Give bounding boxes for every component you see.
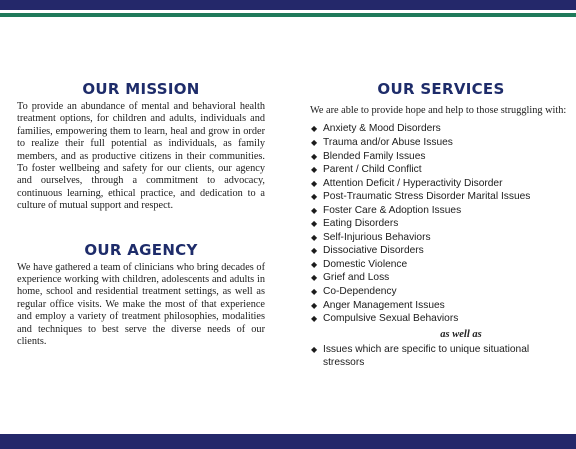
diamond-bullet-icon: ◆ (311, 219, 318, 229)
service-item-label: Anxiety & Mood Disorders (323, 123, 441, 135)
service-item (310, 299, 572, 313)
service-item-label: Co-Dependency (323, 285, 397, 297)
mission-heading: OUR MISSION (82, 80, 200, 98)
service-item (310, 258, 572, 272)
diamond-bullet-icon: ◆ (311, 259, 318, 269)
service-item-label: Parent / Child Conflict (323, 164, 422, 176)
service-item-label: Self-Injurious Behaviors (323, 231, 431, 243)
service-item-label: Dissociative Disorders (323, 245, 424, 257)
diamond-bullet-icon: ◆ (311, 344, 318, 354)
services-extra-item (310, 343, 572, 369)
diamond-bullet-icon: ◆ (311, 178, 318, 188)
service-item (310, 150, 572, 164)
services-extra-item-text: Issues which are specific to unique situational stressors (323, 343, 530, 368)
diamond-bullet-icon: ◆ (311, 232, 318, 242)
agency-heading: OUR AGENCY (84, 240, 198, 259)
service-item-label: Compulsive Sexual Behaviors (323, 313, 459, 325)
service-item (310, 204, 572, 218)
service-item-label: Trauma and/or Abuse Issues (323, 136, 453, 148)
left-column (17, 80, 265, 349)
top-green-stripe (0, 13, 576, 17)
services-list (310, 122, 572, 325)
diamond-bullet-icon: ◆ (311, 137, 318, 147)
service-item (310, 271, 572, 285)
service-item (310, 136, 572, 150)
service-item (310, 177, 572, 191)
service-item (310, 190, 572, 204)
services-intro: We are able to provide hope and help to those struggling with: (310, 105, 567, 116)
diamond-bullet-icon: ◆ (311, 314, 318, 324)
diamond-bullet-icon: ◆ (311, 286, 318, 296)
service-item-label: Blended Family Issues (323, 150, 426, 162)
service-item-label: Grief and Loss (323, 272, 390, 284)
as-well-as-label: as well as (440, 328, 482, 340)
top-navy-band (0, 0, 576, 10)
service-item (310, 122, 572, 136)
agency-text: We have gathered a team of clinicians who bring decades of experience working with children, adolescents and adults in home, school and residential treatment settings, as well as regular office visits. We make the most of that experience and employ a variety of treatment philosophies, modalities and techniques to best serve the diverse needs of our clients. (17, 261, 265, 348)
diamond-bullet-icon: ◆ (311, 192, 318, 202)
service-item-label: Foster Care & Adoption Issues (323, 204, 462, 216)
service-item-label: Anger Management Issues (323, 299, 445, 311)
service-item (310, 163, 572, 177)
diamond-bullet-icon: ◆ (311, 273, 318, 283)
service-item (310, 244, 572, 258)
service-item-label: Post-Traumatic Stress Disorder Marital Issues (323, 191, 531, 203)
mission-text: To provide an abundance of mental and behavioral health treatment options, for children and adults, individuals and families, empowering them to learn, heal and grow in order to realize their full potential as individuals, as family members, and as productive citizens in their communities. To foster wellbeing and safety for our clients, our agency and ourselves, through a commitment to advocacy, continuous learning, ethical practice, and dedication to a culture of mutual support and respect. (17, 101, 265, 212)
diamond-bullet-icon: ◆ (311, 205, 318, 215)
service-item-label: Eating Disorders (323, 218, 399, 230)
bottom-navy-band (0, 434, 576, 449)
service-item-label: Domestic Violence (323, 258, 408, 270)
right-column (310, 80, 572, 369)
service-item (310, 231, 572, 245)
diamond-bullet-icon: ◆ (311, 246, 318, 256)
diamond-bullet-icon: ◆ (311, 151, 318, 161)
service-item (310, 312, 572, 326)
diamond-bullet-icon: ◆ (311, 165, 318, 175)
services-heading: OUR SERVICES (377, 80, 505, 98)
service-item (310, 217, 572, 231)
service-item (310, 285, 572, 299)
diamond-bullet-icon: ◆ (311, 124, 318, 134)
diamond-bullet-icon: ◆ (311, 300, 318, 310)
service-item-label: Attention Deficit / Hyperactivity Disorder (323, 177, 503, 189)
